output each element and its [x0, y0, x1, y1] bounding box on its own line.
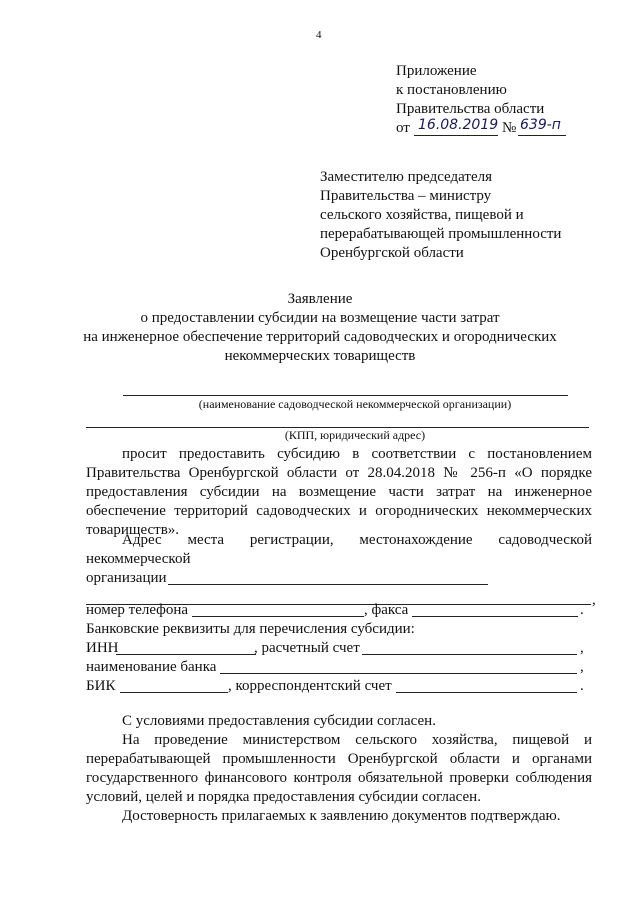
- request-line: предоставления субсидии на возмещение части затрат на инженерное: [86, 484, 592, 500]
- address-blank[interactable]: [168, 584, 488, 585]
- address-label: организации: [86, 570, 167, 586]
- request-line: обеспечение территорий садоводческих и огороднических некоммерческих: [86, 503, 592, 519]
- appendix-date-value: 16.08.2019: [418, 117, 499, 133]
- corr-account-label: , корреспондентский счет: [228, 678, 392, 694]
- check-consent-line: перерабатывающей промышленности Оренбургской области и органами: [86, 751, 592, 767]
- bank-name-comma: ,: [580, 659, 584, 675]
- appendix-date-prefix: от: [396, 120, 410, 136]
- bank-name-blank[interactable]: [220, 673, 577, 674]
- appendix-number-sign: №: [502, 120, 517, 136]
- inn-blank[interactable]: [116, 654, 256, 655]
- org-name-caption: (наименование садоводческой некоммерческой организации): [198, 397, 512, 411]
- title-line: на инженерное обеспечение территорий садоводческих и огороднических: [83, 329, 557, 345]
- request-line: Правительства Оренбургской области от 28.04.2018 № 256-п «О порядке: [86, 465, 592, 481]
- addressee-line: Заместителю председателя: [320, 169, 493, 185]
- check-consent-line: На проведение министерством сельского хозяйства, пищевой и: [122, 732, 592, 748]
- account-blank[interactable]: [362, 654, 577, 655]
- address-comma: ,: [592, 592, 596, 608]
- date-underline: [414, 135, 498, 136]
- address-label: Адрес места регистрации, местонахождение садоводческой: [122, 532, 592, 548]
- kpp-caption: (КПП, юридический адрес): [284, 428, 426, 442]
- phone-label: номер телефона: [86, 602, 189, 618]
- addressee-line: Оренбургской области: [320, 245, 464, 261]
- phone-blank[interactable]: [192, 616, 364, 617]
- request-line: просит предоставить субсидию в соответствии с постановлением: [122, 446, 592, 462]
- fax-label: , факса: [364, 602, 409, 618]
- addressee-line: перерабатывающей промышленности: [320, 226, 562, 242]
- inn-label: ИНН: [86, 640, 119, 656]
- check-consent-line: условий, целей и порядка предоставления субсидии согласен.: [86, 789, 481, 805]
- org-name-blank[interactable]: [123, 395, 568, 396]
- account-label: , расчетный счет: [254, 640, 360, 656]
- bik-blank[interactable]: [120, 692, 228, 693]
- request-line: товариществ».: [86, 522, 180, 538]
- corr-account-blank[interactable]: [396, 692, 577, 693]
- corr-account-period: .: [580, 678, 584, 694]
- appendix-number-value: 639-п: [520, 117, 561, 133]
- bik-label: БИК: [86, 678, 116, 694]
- consent-terms: С условиями предоставления субсидии согласен.: [122, 713, 436, 729]
- title-line: некоммерческих товариществ: [224, 348, 416, 364]
- fax-blank[interactable]: [412, 616, 578, 617]
- address-label: некоммерческой: [86, 551, 191, 567]
- appendix-ref: к постановлению: [396, 82, 507, 98]
- bank-name-label: наименование банка: [86, 659, 217, 675]
- authenticity-statement: Достоверность прилагаемых к заявлению документов подтверждаю.: [122, 808, 561, 824]
- check-consent-line: государственного финансового контроля обязательной проверки соблюдения: [86, 770, 592, 786]
- appendix-authority: Правительства области: [396, 101, 545, 117]
- title-line: о предоставлении субсидии на возмещение части затрат: [140, 310, 500, 326]
- number-underline: [518, 135, 566, 136]
- appendix-title: Приложение: [396, 63, 477, 79]
- bank-details-label: Банковские реквизиты для перечисления субсидии:: [86, 621, 415, 637]
- fax-period: .: [580, 602, 584, 618]
- addressee-line: сельского хозяйства, пищевой и: [320, 207, 524, 223]
- account-comma: ,: [580, 640, 584, 656]
- title-line: Заявление: [287, 291, 353, 307]
- addressee-line: Правительства – министру: [320, 188, 492, 204]
- page-number: 4: [316, 29, 322, 41]
